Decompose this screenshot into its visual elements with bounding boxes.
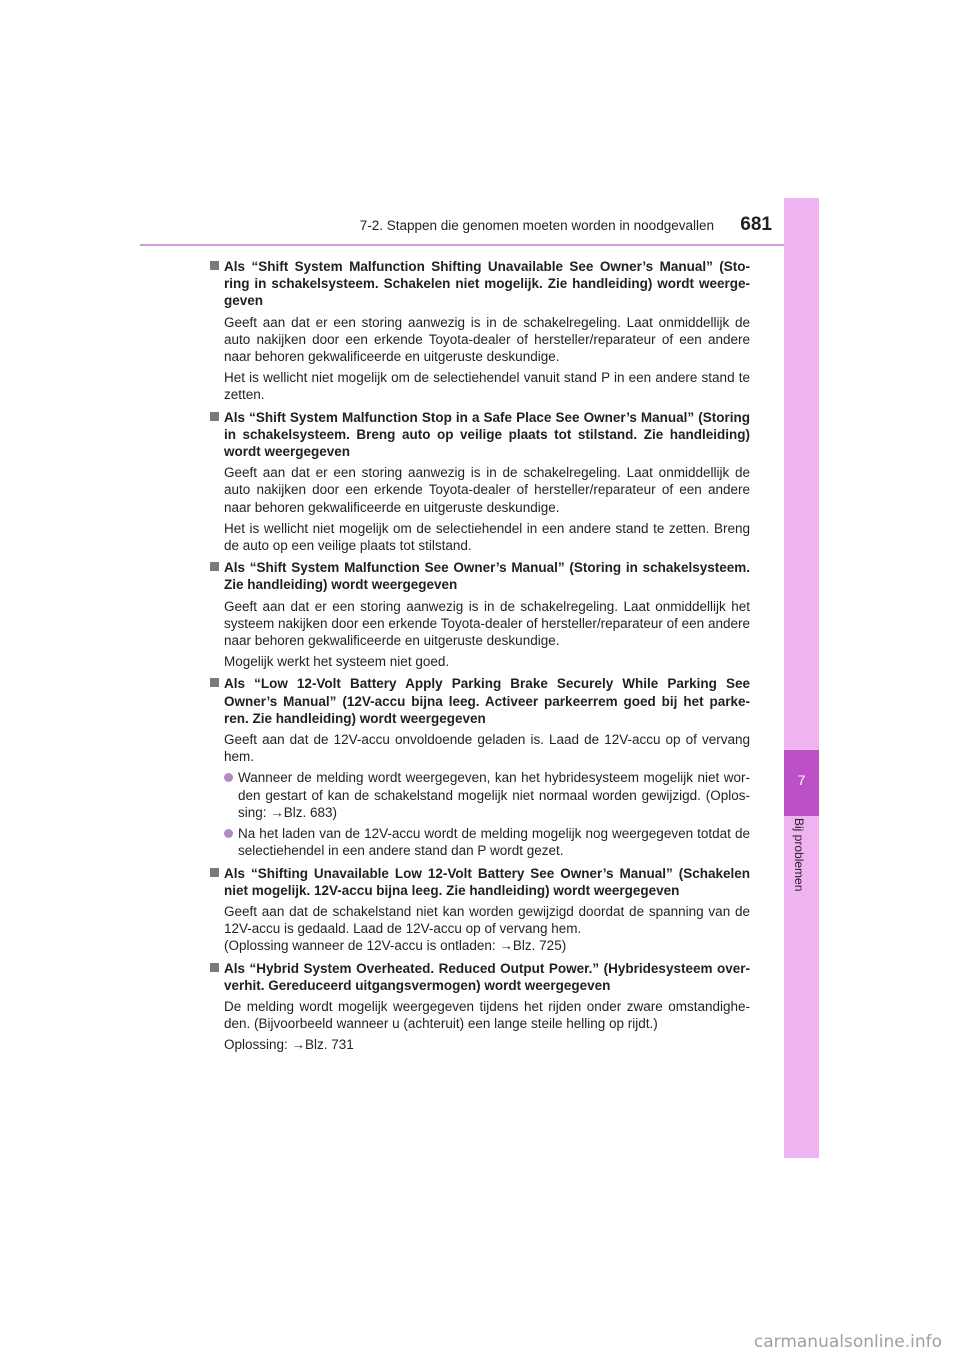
watermark: carmanualsonline.info — [753, 1332, 942, 1352]
section-shift-malfunction-stop — [210, 409, 750, 555]
paragraph: Geeft aan dat er een storing aanwezig is in de schakelregeling. Laat onmiddellijk de auto nakijken door een erkende Toyota-dealer of hersteller/reparateur of een andere naar behoren gekwalificeerde en uitgeruste deskundige. — [224, 465, 750, 515]
list-item: Na het laden van de 12V-accu wordt de melding mogelijk nog weergegeven totdat de selectiehendel in een andere stand dan P wordt gezet. — [210, 825, 750, 859]
paragraph: Geeft aan dat er een storing aanwezig is in de schakelregeling. Laat onmiddellijk het systeem nakijken door een erkende Toyota-dealer of hersteller/reparateur of een andere naar behoren gekwalificeerde en uitgeruste deskundige. — [224, 598, 750, 649]
section-heading: Als “Shift System Malfunction See Owner’s Manual” (Storing in schakelsysteem. Zie handleiding) wordt weergegeven — [210, 559, 750, 593]
paragraph: Geeft aan dat er een storing aanwezig is in de schakelregeling. Laat onmiddellijk de auto nakijken door een erkende Toyota-dealer of hersteller/reparateur of een andere naar behoren gekwalificeerde en uitgeruste deskundige. — [224, 314, 750, 365]
chapter-title: Bij problemen — [792, 818, 806, 892]
section-shifting-unavailable-low-battery — [210, 865, 750, 955]
list-item: Wanneer de melding wordt weergegeven, kan het hybridesysteem mogelijk niet wor-den gestart of kan de schakelstand mogelijk niet normaal worden gewijzigd. (Oplos-sing: →Blz. 683) — [210, 769, 750, 821]
paragraph: Geeft aan dat de 12V-accu onvoldoende geladen is. Laad de 12V-accu op of vervang hem. — [224, 732, 750, 765]
section-heading: Als “Low 12-Volt Battery Apply Parking Brake Securely While Parking See Owner’s Manual” (12V-accu bijna leeg. Activeer parkeerrem goed bij het parke-ren. Zie handleiding) wordt weergegeven — [210, 675, 750, 727]
square-bullet-icon — [210, 963, 219, 972]
square-bullet-icon — [210, 412, 219, 421]
square-bullet-icon — [210, 261, 219, 270]
section-heading: Als “Shift System Malfunction Stop in a Safe Place See Owner’s Manual” (Storing in schakelsysteem. Breng auto op veilige plaats tot stilstand. Zie handleiding) wordt weergegeven — [210, 409, 750, 461]
section-heading: Als “Shift System Malfunction Shifting Unavailable See Owner’s Manual” (Sto-ring in schakelsysteem. Schakelen niet mogelijk. Zie handleiding) wordt weerge-geven — [210, 258, 750, 310]
paragraph: Geeft aan dat de schakelstand niet kan worden gewijzigd doordat de spanning van de 12V-accu is gedaald. Laad de 12V-accu op of vervang hem. — [224, 903, 750, 937]
section-heading: Als “Hybrid System Overheated. Reduced Output Power.” (Hybridesysteem over-verhit. Gereduceerd uitgangsvermogen) wordt weergegeven — [210, 960, 750, 994]
section-shift-malfunction — [210, 559, 750, 670]
paragraph: Het is wellicht niet mogelijk om de selectiehendel vanuit stand P in een andere stand te zetten. — [224, 370, 750, 403]
page-number: 681 — [740, 214, 772, 235]
chapter-number: 7 — [797, 772, 806, 788]
paragraph: Mogelijk werkt het systeem niet goed. — [224, 654, 450, 670]
section-title: 7-2. Stappen die genomen moeten worden in noodgevallen — [359, 218, 714, 233]
circle-bullet-icon — [224, 829, 233, 838]
paragraph: Oplossing: →Blz. 731 — [224, 1037, 354, 1053]
square-bullet-icon — [210, 562, 219, 571]
chapter-number-box — [784, 750, 819, 816]
circle-bullet-icon — [224, 773, 233, 782]
paragraph: Het is wellicht niet mogelijk om de selectiehendel in een andere stand te zetten. Breng de auto op een veilige plaats tot stilstand. — [224, 520, 750, 554]
header-rule — [140, 244, 818, 246]
paragraph: De melding wordt mogelijk weergegeven tijdens het rijden onder zware omstandighe-den. (Bijvoorbeeld wanneer u (achteruit) een lange steile helling op rijdt.) — [224, 998, 750, 1032]
square-bullet-icon — [210, 868, 219, 877]
section-hybrid-overheated — [210, 960, 750, 1054]
page-header — [0, 214, 818, 246]
square-bullet-icon — [210, 678, 219, 687]
section-shift-malfunction-unavailable — [210, 258, 750, 404]
paragraph: (Oplossing wanneer de 12V-accu is ontladen: →Blz. 725) — [224, 938, 567, 954]
section-low-12v-battery — [210, 675, 750, 859]
chapter-label — [790, 818, 812, 908]
chapter-side-tab — [784, 198, 819, 1158]
section-heading: Als “Shifting Unavailable Low 12-Volt Battery See Owner’s Manual” (Schakelen niet mogelijk. 12V-accu bijna leeg. Zie handleiding) wordt weergegeven — [210, 865, 750, 899]
page-content — [210, 258, 750, 1059]
